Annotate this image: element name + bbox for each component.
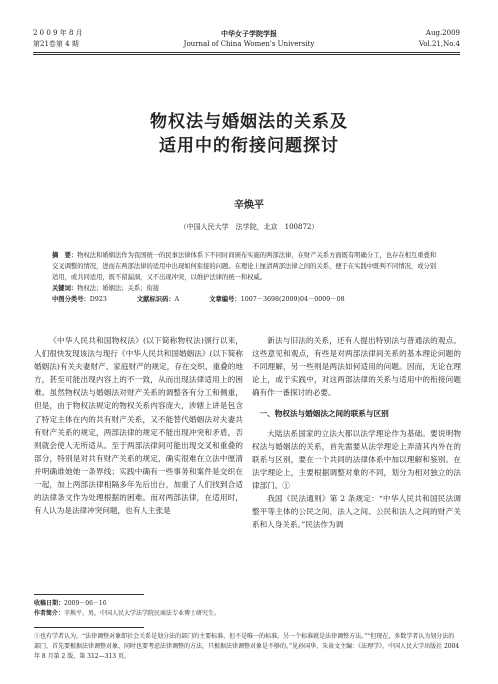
volume-issue-en: Vol.21,No.4 xyxy=(418,40,460,48)
issue-date: 2 0 0 9 年 8 月 xyxy=(33,29,83,37)
footnote-rule xyxy=(34,594,144,595)
running-header-right xyxy=(419,28,460,50)
document-code: 文献标识码：A xyxy=(136,296,180,303)
issue-date-en: Aug.2009 xyxy=(425,29,460,37)
abstract-text: 物权法和婚姻法作为我国统一的民事法律体系下不同时间颁布实施的两部法律，在财产关系方面既有明确分工，也存在相互重叠和交叉调整的情况，进而在两部法律的适用中出现如何衔接的问题。在理论上厘清两部法律之间的关系，便于在实践中既判不同情况，或分别适用，或共同适用，既不留漏洞，又不出现冲突，以维护法律的统一和权威。 xyxy=(52,252,437,281)
footnote-1: ①也有学者认为，“法律调整对象即社会关系是划分法的部门的主要标准，但不是唯一的标准。另一个标准就是法律调整方法。”“但现在，多数学者认为划分法的部门，首先要根据法律调整对象，同时也要考虑法律调整的方法，只根据法律调整对象是不够的。”见孙国华、朱景文主编：《法理学》，中国人民大学出版社 2004 年 8 月第 2 版，第 312—313 页。 xyxy=(34,633,460,660)
journal-name-en: Journal of China Women's University xyxy=(183,40,315,48)
section-heading: 一、物权法与婚姻法之间的联系与区别 xyxy=(259,409,389,419)
author-bio: 作者简介：辛焕平，男，中国人民大学法学院民商法专业博士研究生。 xyxy=(34,610,221,617)
header-rule-thin xyxy=(33,54,460,55)
abstract xyxy=(52,250,438,283)
body-paragraph: 新法与旧法的关系，还有人提出特别法与普通法的观点。这些意见和观点，有些是对两部法律间关系的基本理论问题的不同理解，另一些则是两法如何适用的问题。因而，无论在理论上，或于实践中，对这两部法律的关系与适用中的衔接问题确有作一番探讨的必要。 xyxy=(252,336,461,398)
footnote-rule-2 xyxy=(34,627,144,628)
clc-number: 中图分类号：D923 xyxy=(52,296,107,303)
article-number: 文章编号：1007－3698(2009)04－0009－08 xyxy=(209,296,345,303)
body-paragraph: 《中华人民共和国物权法》(以下简称物权法)颁行以来，人们很快发现该法与现行《中华人民共和国婚姻法》(以下简称婚姻法)有关夫妻财产、家庭财产的规定，存在交织、重叠的地方，甚至可能出现内容上的不一致，从而出现法律适用上的困难。虽然物权法与婚姻法对财产关系的调整各有分工和侧重，但是，由于物权法规定的物权关系内容庞大，涉辖上讲是包含了特定主体在内的共有财产关系，又不能替代婚姻法对夫妻共有财产关系的规定，两部法律的规定不能出现冲突和矛盾，否则就会使人无所适从。至于两部法律间可能出现交叉和重叠的部分，特别是对共有财产关系的规定，确实很难在立法中厘清并明确谁她她一条界线；实践中确有一些事务和案件是交织在一起，加上两部法律相隔多年先后出台，加重了人们找到合适的法律条文作为处理根据的困难。而对两部法律，在适用时，有人认为是法律冲突问题，也有人主张是 xyxy=(34,336,243,516)
title-line-2: 适用中的衔接问题探讨 xyxy=(159,136,339,156)
received-date: 收稿日期：2009－06－16 xyxy=(34,600,107,607)
body-column-left xyxy=(34,334,243,517)
body-column-right xyxy=(252,334,461,531)
article-title xyxy=(0,110,498,158)
journal-name-cn: 中华女子学院学报 xyxy=(221,29,277,38)
volume-issue: 第21卷第 4 期 xyxy=(33,40,79,48)
keywords-text: 物权法；婚姻法；关系；衔接 xyxy=(77,285,160,292)
author-name: 辛焕平 xyxy=(234,200,264,211)
body-paragraph: 大陆法系国家的立法大都以法学理论作为基础。要说明物权法与婚姻法的关系，首先需要从法学理论上弄清其内外在的联系与区别，要在一个共同的法律体系中加以理解和鉴别。在法学理论上，主要根据调整对象的不同，划分为相对独立的法律部门。① xyxy=(252,428,461,490)
abstract-label: 摘 要： xyxy=(52,252,78,259)
footnotes xyxy=(34,590,460,662)
author-affiliation: （中国人民大学 法学院，北京 100872） xyxy=(179,223,319,231)
header-rule xyxy=(33,52,460,53)
body-paragraph: 我国《民法通则》第 2 条规定：“中华人民共和国民法调整平等主体的公民之间、法人之间、公民和法人之间的财产关系和人身关系。”民法作为调 xyxy=(252,494,461,530)
classification-row xyxy=(52,294,438,305)
keywords xyxy=(52,283,438,294)
keywords-label: 关键词： xyxy=(52,285,78,292)
title-line-1: 物权法与婚姻法的关系及 xyxy=(150,112,348,132)
abstract-block xyxy=(52,250,438,305)
